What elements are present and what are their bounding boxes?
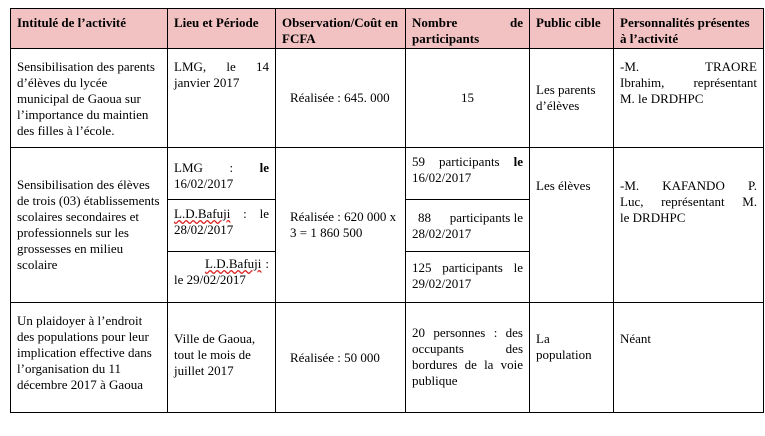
participants-word: 88 xyxy=(418,210,431,225)
cell-activity xyxy=(11,148,168,303)
personality-word: M. xyxy=(742,194,757,209)
participants-word: 125 xyxy=(412,260,432,275)
header-place-period: Lieu et Période xyxy=(168,9,276,49)
cost-text: 3 = 1 860 500 xyxy=(290,225,363,240)
personality-word: KAFANDO xyxy=(662,178,725,193)
place-word: L.D.Bafuji xyxy=(174,206,231,221)
personality-word: Luc, xyxy=(620,194,644,209)
table-row xyxy=(11,49,764,148)
place-word: LMG xyxy=(174,160,203,175)
place-word: : xyxy=(265,256,269,271)
cell-participants xyxy=(406,200,530,252)
personality-word: TRAORE xyxy=(705,59,757,74)
place-word: : xyxy=(229,160,234,175)
target-text: Les parents d’élèves xyxy=(536,82,596,113)
cell-target xyxy=(530,49,614,148)
header-participants-word2: de xyxy=(510,15,523,30)
header-observation-cost: Observation/Coût en FCFA xyxy=(276,9,406,49)
header-participants-word3: participants xyxy=(412,31,480,46)
personality-word: P. xyxy=(747,178,757,193)
place-word: 14 xyxy=(256,59,269,74)
header-participants-word1: Nombre xyxy=(412,15,458,30)
header-target: Public cible xyxy=(530,9,614,49)
cell-target xyxy=(530,148,614,303)
cell-cost xyxy=(276,148,406,303)
cell-place xyxy=(168,303,276,413)
cell-target xyxy=(530,303,614,413)
cell-participants xyxy=(406,252,530,303)
activity-text: Sensibilisation des élèves de trois (03) établissements scolaires secondaires et professionnels sur les grossesses en milieu scolaire xyxy=(17,177,160,272)
place-date: janvier 2017 xyxy=(174,75,240,90)
personality-word: -M. xyxy=(620,59,640,74)
personality-word: représentant xyxy=(661,194,725,209)
personality-word: représentant xyxy=(693,75,757,90)
cell-participants xyxy=(406,303,530,413)
cell-place xyxy=(168,200,276,252)
activities-table xyxy=(10,8,764,413)
place-word: le xyxy=(226,59,236,74)
table-row xyxy=(11,148,764,200)
personality-word: Ibrahim, xyxy=(620,75,665,90)
cell-activity xyxy=(11,49,168,148)
participants-date: 28/02/2017 xyxy=(412,226,472,241)
table-row xyxy=(11,303,764,413)
personality-word: -M. xyxy=(620,178,640,193)
header-personalities: Personnalités présentes à l’activité xyxy=(614,9,764,49)
place-text: Ville de Gaoua, tout le mois de juillet 2017 xyxy=(174,331,256,378)
header-activity: Intitulé de l’activité xyxy=(11,9,168,49)
personality-word: le DRDHPC xyxy=(620,210,686,225)
table-header-row xyxy=(11,9,764,49)
target-text: Les élèves xyxy=(536,178,591,193)
place-word: le xyxy=(259,160,269,175)
participants-word: participants le xyxy=(449,210,523,225)
place-date: 16/02/2017 xyxy=(174,176,234,191)
place-date: le 29/02/2017 xyxy=(174,272,246,287)
personality-word: M. le DRDHPC xyxy=(620,91,704,106)
cell-place xyxy=(168,49,276,148)
cell-participants xyxy=(406,49,530,148)
cell-place xyxy=(168,148,276,200)
participants-word: le xyxy=(513,260,523,275)
personality-text: Néant xyxy=(620,331,652,346)
target-text: La population xyxy=(536,331,592,362)
cost-text: Réalisée : 620 000 x xyxy=(290,209,397,224)
activity-text: Un plaidoyer à l’endroit des populations pour leur implication effective dans l’organisation du 11 décembre 2017 à Gaoua xyxy=(17,313,152,392)
participants-word: le xyxy=(513,154,523,169)
cell-cost xyxy=(276,49,406,148)
cell-activity xyxy=(11,303,168,413)
place-date: 28/02/2017 xyxy=(174,222,234,237)
header-participants xyxy=(406,9,530,49)
place-word: le xyxy=(259,206,269,221)
participants-date: 16/02/2017 xyxy=(412,170,472,185)
place-word: L.D.Bafuji xyxy=(205,256,262,271)
cell-participants xyxy=(406,148,530,200)
participants-text: 20 personnes : des occupants des bordures de la voie publique xyxy=(412,325,523,388)
participants-word: 59 xyxy=(412,154,425,169)
cost-text: Réalisée : 645. 000 xyxy=(290,90,390,105)
cell-personalities xyxy=(614,303,764,413)
cell-cost xyxy=(276,303,406,413)
participants-count: 15 xyxy=(461,90,474,105)
participants-word: participants xyxy=(438,154,500,169)
cell-place xyxy=(168,252,276,303)
place-word: LMG, xyxy=(174,59,207,74)
place-word: : xyxy=(243,206,247,221)
cell-personalities xyxy=(614,148,764,303)
participants-date: 29/02/2017 xyxy=(412,276,472,291)
cost-text: Réalisée : 50 000 xyxy=(290,349,380,365)
cell-personalities xyxy=(614,49,764,148)
participants-word: participants xyxy=(442,260,503,275)
activity-text: Sensibilisation des parents d’élèves du lycée municipal de Gaoua sur l’importance du maintien des filles à l’école. xyxy=(17,59,155,138)
